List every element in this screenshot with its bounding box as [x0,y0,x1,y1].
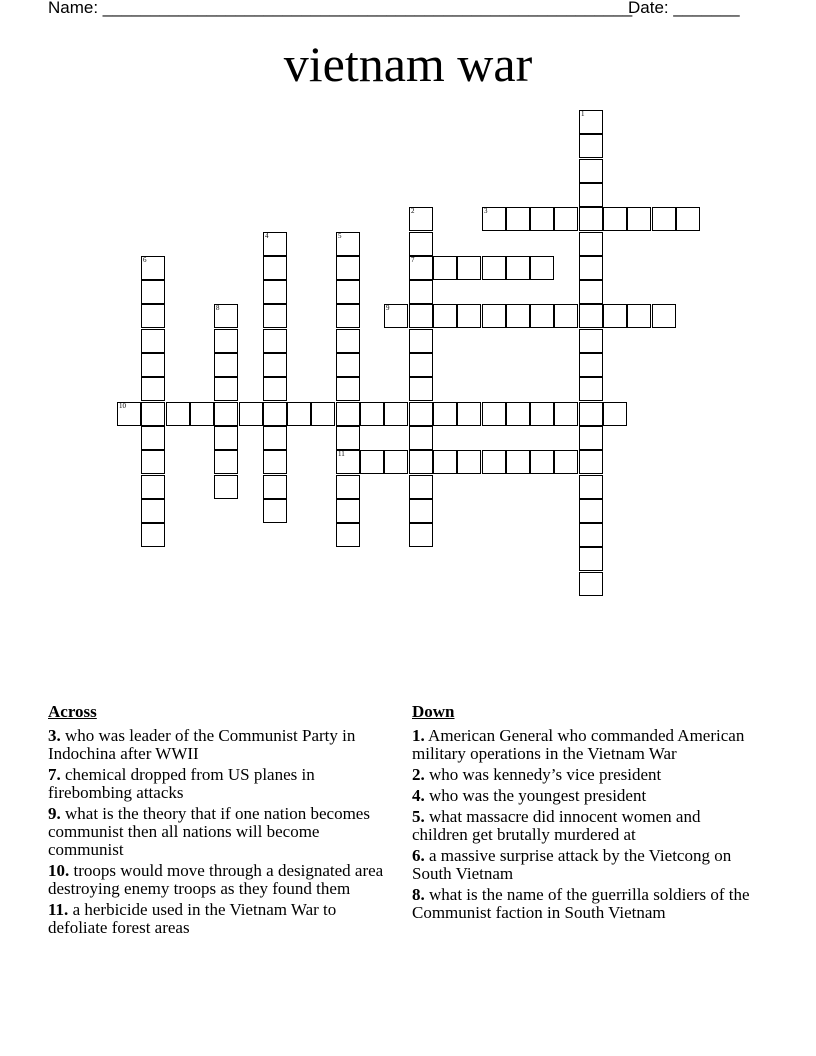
clue-number: 8. [412,885,425,904]
grid-cell[interactable] [336,353,360,377]
grid-cell[interactable] [360,402,384,426]
grid-cell[interactable] [579,402,603,426]
grid-cell[interactable] [579,353,603,377]
grid-cell[interactable] [190,402,214,426]
across-clue-11 [48,901,393,937]
clue-number: 4. [412,786,425,805]
down-clue-list [412,727,757,922]
grid-cell[interactable] [263,353,287,377]
grid-cell[interactable] [311,402,335,426]
grid-cell[interactable] [409,402,433,426]
grid-cell[interactable] [336,256,360,280]
grid-cell[interactable] [336,304,360,328]
grid-cell[interactable] [214,304,238,328]
across-clue-list [48,727,393,937]
clue-text: who was kennedy’s vice president [424,765,662,784]
grid-cell[interactable] [141,499,165,523]
grid-cell[interactable] [409,280,433,304]
grid-cell[interactable] [457,450,481,474]
down-clue-4 [412,787,757,805]
clue-text: what massacre did innocent women and children get brutally murdered at [412,807,701,844]
grid-cell[interactable] [384,304,408,328]
grid-cell[interactable] [409,329,433,353]
cell-number: 9 [386,304,390,312]
page-title: vietnam war [283,36,533,92]
clue-number: 5. [412,807,425,826]
grid-cell[interactable] [141,450,165,474]
clue-number: 7. [48,765,61,784]
clue-number: 1. [412,726,425,745]
grid-cell[interactable] [433,304,457,328]
grid-cell[interactable] [603,402,627,426]
grid-cell[interactable] [263,256,287,280]
grid-cell[interactable] [409,304,433,328]
grid-cell[interactable] [506,256,530,280]
grid-cell[interactable] [579,183,603,207]
grid-cell[interactable] [409,256,433,280]
down-clue-2 [412,766,757,784]
clue-text: chemical dropped from US planes in firebombing attacks [48,765,315,802]
grid-cell[interactable] [409,450,433,474]
grid-cell[interactable] [482,256,506,280]
grid-cell[interactable] [579,232,603,256]
grid-cell[interactable] [141,256,165,280]
date-field-label: Date: _______ [628,0,740,17]
cell-number: 5 [338,232,342,240]
grid-cell[interactable] [336,499,360,523]
grid-cell[interactable] [214,329,238,353]
grid-cell[interactable] [141,304,165,328]
grid-cell[interactable] [263,280,287,304]
grid-cell[interactable] [384,450,408,474]
grid-cell[interactable] [409,207,433,231]
grid-cell[interactable] [263,232,287,256]
clue-text: who was leader of the Communist Party in Indochina after WWII [48,726,356,763]
down-clue-5 [412,808,757,844]
grid-cell[interactable] [482,450,506,474]
grid-cell[interactable] [579,159,603,183]
cell-number: 6 [143,256,147,264]
down-heading: Down [412,702,455,721]
grid-cell[interactable] [579,450,603,474]
grid-cell[interactable] [239,402,263,426]
across-clues [48,702,393,940]
down-clues [412,702,757,925]
grid-cell[interactable] [141,329,165,353]
grid-cell[interactable] [287,402,311,426]
grid-cell[interactable] [579,377,603,401]
grid-cell[interactable] [214,450,238,474]
clue-number: 6. [412,846,425,865]
down-clue-6 [412,847,757,883]
down-clue-8 [412,886,757,922]
grid-cell[interactable] [554,207,578,231]
grid-cell[interactable] [482,207,506,231]
clue-text: American General who commanded American military operations in the Vietnam War [412,726,745,763]
grid-cell[interactable] [409,353,433,377]
grid-cell[interactable] [579,426,603,450]
grid-cell[interactable] [141,426,165,450]
grid-cell[interactable] [652,207,676,231]
name-field-label: Name: ________________________________________________________ [48,0,633,17]
grid-cell[interactable] [336,426,360,450]
grid-cell[interactable] [579,475,603,499]
grid-cell[interactable] [141,475,165,499]
grid-cell[interactable] [506,450,530,474]
grid-cell[interactable] [579,499,603,523]
across-clue-9 [48,805,393,859]
grid-cell[interactable] [263,329,287,353]
grid-cell[interactable] [554,450,578,474]
grid-cell[interactable] [530,304,554,328]
cell-number: 3 [484,207,488,215]
grid-cell[interactable] [433,256,457,280]
grid-cell[interactable] [141,523,165,547]
grid-cell[interactable] [409,426,433,450]
grid-cell[interactable] [530,450,554,474]
across-heading: Across [48,702,97,721]
grid-cell[interactable] [141,353,165,377]
clue-number: 3. [48,726,61,745]
clue-text: who was the youngest president [424,786,647,805]
across-clue-3 [48,727,393,763]
grid-cell[interactable] [409,232,433,256]
grid-cell[interactable] [263,499,287,523]
grid-cell[interactable] [530,207,554,231]
clue-text: a massive surprise attack by the Vietcong on South Vietnam [412,846,732,883]
grid-cell[interactable] [457,256,481,280]
grid-cell[interactable] [579,547,603,571]
grid-cell[interactable] [506,304,530,328]
grid-cell[interactable] [141,402,165,426]
clue-number: 10. [48,861,70,880]
grid-cell[interactable] [579,572,603,596]
grid-cell[interactable] [117,402,141,426]
grid-cell[interactable] [263,304,287,328]
grid-cell[interactable] [263,475,287,499]
grid-cell[interactable] [409,499,433,523]
cell-number: 11 [338,450,345,458]
grid-cell[interactable] [579,134,603,158]
grid-cell[interactable] [263,377,287,401]
clue-text: troops would move through a designated area destroying enemy troops as they found them [48,861,384,898]
grid-cell[interactable] [336,402,360,426]
grid-cell[interactable] [263,450,287,474]
grid-cell[interactable] [433,402,457,426]
clue-text: a herbicide used in the Vietnam War to defoliate forest areas [48,900,337,937]
clue-text: what is the theory that if one nation becomes communist then all nations will become communist [48,804,370,859]
grid-cell[interactable] [579,207,603,231]
grid-cell[interactable] [336,280,360,304]
cell-number: 4 [265,232,269,240]
cell-number: 8 [216,304,220,312]
grid-cell[interactable] [579,329,603,353]
grid-cell[interactable] [579,256,603,280]
grid-cell[interactable] [579,523,603,547]
clue-number: 11. [48,900,69,919]
grid-cell[interactable] [263,402,287,426]
cell-number: 10 [119,402,126,410]
grid-cell[interactable] [579,110,603,134]
clue-number: 9. [48,804,61,823]
cell-number: 1 [581,110,585,118]
grid-cell[interactable] [214,402,238,426]
grid-cell[interactable] [506,207,530,231]
grid-cell[interactable] [214,353,238,377]
grid-cell[interactable] [482,304,506,328]
grid-cell[interactable] [579,304,603,328]
clue-number: 2. [412,765,425,784]
grid-cell[interactable] [554,402,578,426]
grid-cell[interactable] [457,304,481,328]
grid-cell[interactable] [336,377,360,401]
grid-cell[interactable] [214,426,238,450]
grid-cell[interactable] [652,304,676,328]
grid-cell[interactable] [214,475,238,499]
grid-cell[interactable] [336,329,360,353]
grid-cell[interactable] [214,377,238,401]
grid-cell[interactable] [603,207,627,231]
grid-cell[interactable] [360,450,384,474]
grid-cell[interactable] [166,402,190,426]
grid-cell[interactable] [409,377,433,401]
cell-number: 7 [411,256,415,264]
grid-cell[interactable] [506,402,530,426]
grid-cell[interactable] [336,450,360,474]
grid-cell[interactable] [336,523,360,547]
grid-cell[interactable] [530,256,554,280]
grid-cell[interactable] [336,232,360,256]
cell-number: 2 [411,207,415,215]
grid-cell[interactable] [263,426,287,450]
down-clue-1 [412,727,757,763]
across-clue-10 [48,862,393,898]
grid-cell[interactable] [141,280,165,304]
grid-cell[interactable] [579,280,603,304]
grid-cell[interactable] [409,523,433,547]
grid-cell[interactable] [457,402,481,426]
grid-cell[interactable] [627,207,651,231]
grid-cell[interactable] [384,402,408,426]
grid-cell[interactable] [554,304,578,328]
grid-cell[interactable] [433,450,457,474]
grid-cell[interactable] [676,207,700,231]
across-clue-7 [48,766,393,802]
grid-cell[interactable] [627,304,651,328]
grid-cell[interactable] [482,402,506,426]
grid-cell[interactable] [603,304,627,328]
grid-cell[interactable] [336,475,360,499]
grid-cell[interactable] [141,377,165,401]
grid-cell[interactable] [409,475,433,499]
grid-cell[interactable] [530,402,554,426]
clue-text: what is the name of the guerrilla soldiers of the Communist faction in South Vietnam [412,885,750,922]
